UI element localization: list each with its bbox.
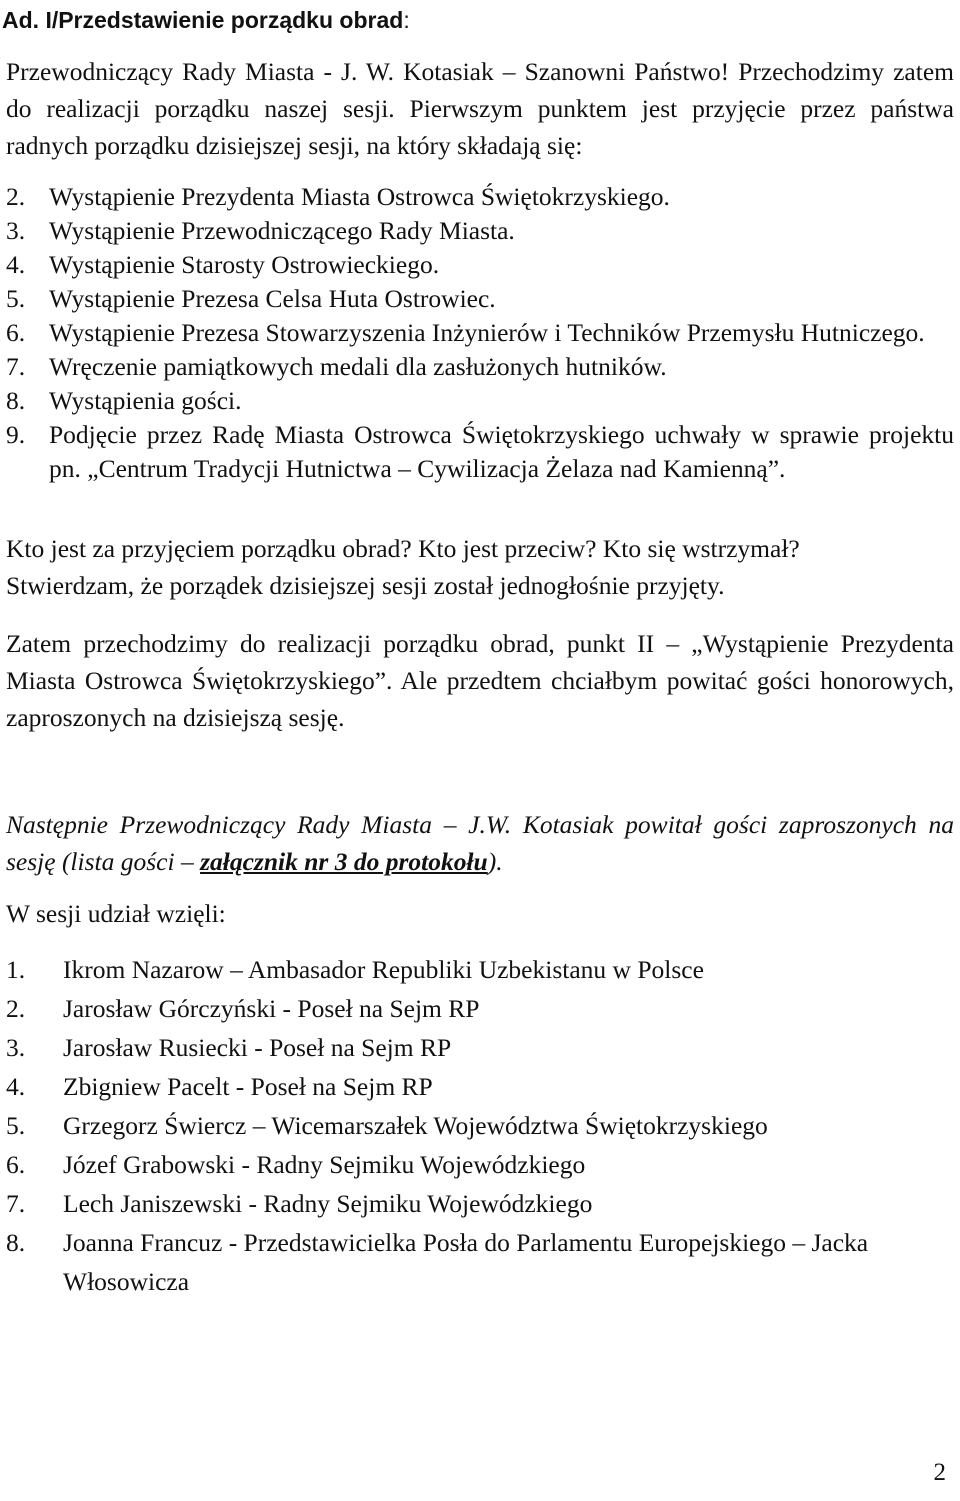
- page-number: 2: [933, 1459, 946, 1486]
- closing-paragraph: Zatem przechodzimy do realizacji porządku obrad, punkt II – „Wystąpienie Prezydenta Miasta Ostrowca Świętokrzyskiego”. Ale przedtem chciałbym powitać gości honorowych, zaproszonych na dzisiejszą sesję.: [6, 629, 954, 732]
- attendance-label: W sesji udział wzięli:: [6, 899, 226, 928]
- guest-item: 1. Ikrom Nazarow – Ambasador Republiki Uzbekistanu w Polsce: [6, 955, 704, 984]
- guest-item: 3. Jarosław Rusiecki - Poseł na Sejm RP: [6, 1033, 452, 1062]
- guest-item: 2. Jarosław Górczyński - Poseł na Sejm RP: [6, 994, 480, 1023]
- agenda-list: [6, 180, 954, 486]
- intro-paragraph: Przewodniczący Rady Miasta - J. W. Kotasiak – Szanowni Państwo! Przechodzimy zatem do realizacji porządku naszej sesji. Pierwszym punktem jest przyjęcie przez państwa radnych porządku dzisiejszej sesji, na który składają się:: [6, 57, 954, 160]
- agenda-item: 6. Wystąpienie Prezesa Stowarzyszenia Inżynierów i Techników Przemysłu Hutniczego.: [6, 318, 925, 347]
- agenda-item: 9. Podjęcie przez Radę Miasta Ostrowca Świętokrzyskiego uchwały w sprawie projektu pn. „Centrum Tradycji Hutnictwa – Cywilizacja Żelaza nad Kamienną”.: [6, 420, 954, 483]
- guest-item: 8. Joanna Francuz - Przedstawicielka Posła do Parlamentu Europejskiego – Jacka Włosowicza: [6, 1228, 869, 1296]
- agenda-item: 5. Wystąpienie Prezesa Celsa Huta Ostrowiec.: [6, 284, 496, 313]
- vote-result: Stwierdzam, że porządek dzisiejszej sesji został jednogłośnie przyjęty.: [6, 571, 725, 600]
- document-page: [2, 0, 954, 1301]
- guest-item: 5. Grzegorz Świercz – Wicemarszałek Województwa Świętokrzyskiego: [6, 1111, 768, 1140]
- agenda-item: 3. Wystąpienie Przewodniczącego Rady Miasta.: [6, 216, 515, 245]
- guest-note: Następnie Przewodniczący Rady Miasta – J.W. Kotasiak powitał gości zaproszonych na sesję (lista gości – załącznik nr 3 do protokołu).: [6, 810, 954, 876]
- agenda-item: 2. Wystąpienie Prezydenta Miasta Ostrowca Świętokrzyskiego.: [6, 182, 670, 211]
- heading-title: Ad. I/Przedstawienie porządku obrad: [2, 7, 404, 33]
- guest-item: 7. Lech Janiszewski - Radny Sejmiku Wojewódzkiego: [6, 1189, 593, 1218]
- guest-list: [6, 950, 954, 1301]
- heading-colon: :: [403, 7, 410, 33]
- agenda-item: 8. Wystąpienia gości.: [6, 386, 242, 415]
- vote-question: Kto jest za przyjęciem porządku obrad? Kto jest przeciw? Kto się wstrzymał?: [6, 534, 800, 563]
- guest-item: 4. Zbigniew Pacelt - Poseł na Sejm RP: [6, 1072, 433, 1101]
- attachment-reference: załącznik nr 3 do protokołu: [200, 847, 488, 876]
- guest-item: 6. Józef Grabowski - Radny Sejmiku Wojewódzkiego: [6, 1150, 586, 1179]
- agenda-item: 7. Wręczenie pamiątkowych medali dla zasłużonych hutników.: [6, 352, 667, 381]
- agenda-item: 4. Wystąpienie Starosty Ostrowieckiego.: [6, 250, 440, 279]
- section-heading: [2, 2, 954, 39]
